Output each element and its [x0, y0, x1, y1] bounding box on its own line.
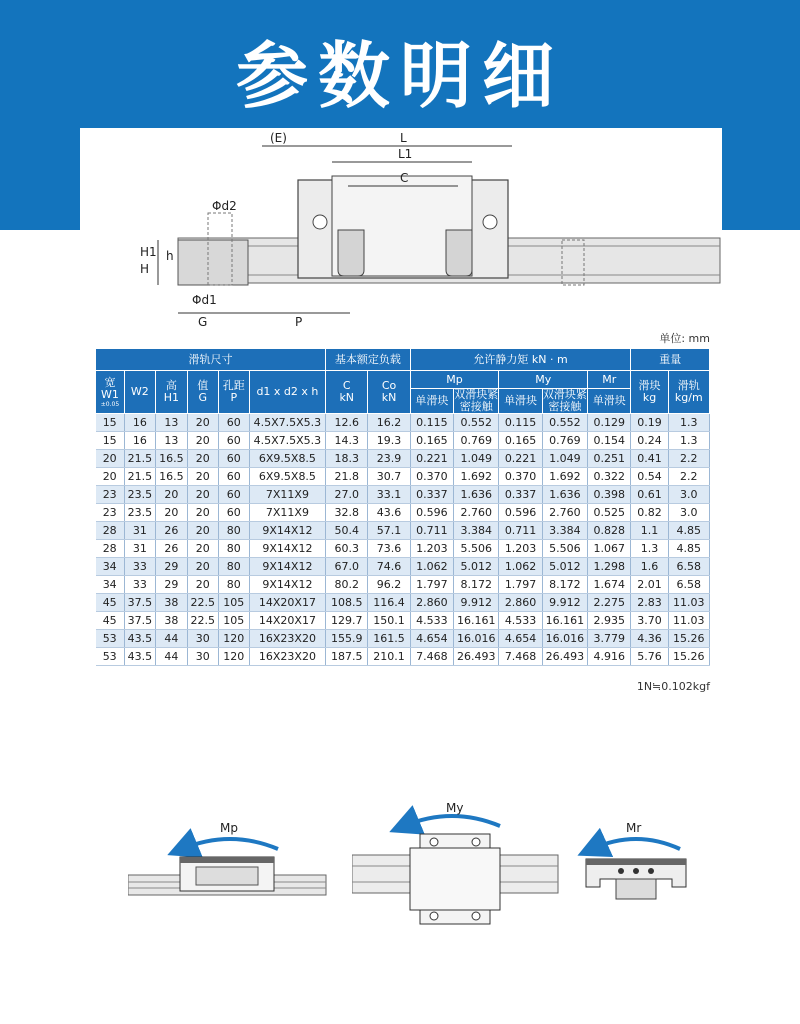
cell-block-weight: 0.82: [631, 504, 668, 522]
cell-co: 30.7: [368, 468, 410, 486]
cell-w2: 37.5: [124, 594, 155, 612]
cell-rail-weight: 4.85: [668, 540, 709, 558]
cell-p: 80: [218, 522, 249, 540]
cell-block-weight: 1.1: [631, 522, 668, 540]
cell-d1d2h: 14X20X17: [249, 612, 325, 630]
dim-l1-label: L1: [398, 147, 413, 161]
dim-g-label: G: [198, 315, 208, 329]
col-co-top: Co: [381, 379, 397, 392]
col-h1-bot: H1: [163, 391, 179, 404]
cell-mp-single: 0.165: [410, 432, 453, 450]
col-block-top: 滑块: [638, 379, 661, 392]
cell-c: 80.2: [326, 576, 368, 594]
dim-h-label: h: [166, 249, 174, 263]
col-w2-header: W2: [124, 371, 155, 414]
col-my-header: My: [499, 371, 588, 389]
page-title: 参数明细: [235, 34, 564, 118]
cell-rail-weight: 6.58: [668, 576, 709, 594]
cell-width: 15: [96, 432, 125, 450]
col-block-bot: kg: [642, 391, 657, 404]
dim-e-label: (E): [270, 131, 287, 145]
cell-mp-double: 8.172: [454, 576, 499, 594]
cell-h1: 44: [155, 648, 187, 666]
cell-co: 16.2: [368, 414, 410, 432]
unit-note: 单位: mm: [659, 332, 710, 345]
cell-g: 22.5: [187, 594, 218, 612]
col-d-header: d1 x d2 x h: [249, 371, 325, 414]
col-width-main: W1: [101, 387, 119, 401]
col-p-bot: P: [230, 391, 238, 404]
cell-w2: 33: [124, 558, 155, 576]
my-double-header: 双滑块紧密接触: [542, 388, 587, 413]
cell-g: 30: [187, 630, 218, 648]
spec-table-body: [96, 414, 710, 666]
mr-diagram: [576, 815, 706, 905]
cell-width: 34: [96, 558, 125, 576]
mr-rail: [616, 879, 656, 899]
mr-arrow: [592, 839, 680, 849]
cell-co: 43.6: [368, 504, 410, 522]
cell-width: 23: [96, 504, 125, 522]
cell-c: 50.4: [326, 522, 368, 540]
cell-h1: 16.5: [155, 450, 187, 468]
cell-d1d2h: 7X11X9: [249, 486, 325, 504]
cell-co: 150.1: [368, 612, 410, 630]
col-h1-top: 高: [165, 379, 177, 392]
cell-block-weight: 0.24: [631, 432, 668, 450]
conversion-note: 1N≒0.102kgf: [636, 680, 710, 693]
col-c-top: C: [342, 379, 351, 392]
dim-l-label: L: [400, 131, 407, 145]
cell-my-double: 1.636: [542, 486, 587, 504]
cell-w2: 31: [124, 540, 155, 558]
cell-width: 20: [96, 468, 125, 486]
cell-mp-double: 16.016: [454, 630, 499, 648]
cell-my-double: 26.493: [542, 648, 587, 666]
cell-co: 96.2: [368, 576, 410, 594]
cell-my-double: 1.692: [542, 468, 587, 486]
cell-rail-weight: 1.3: [668, 414, 709, 432]
cell-co: 116.4: [368, 594, 410, 612]
rail-block-drawing: [80, 128, 722, 338]
cell-my-single: 4.654: [499, 630, 542, 648]
cell-my-double: 8.172: [542, 576, 587, 594]
cell-h1: 20: [155, 486, 187, 504]
cell-d1d2h: 9X14X12: [249, 576, 325, 594]
cell-mp-single: 4.654: [410, 630, 453, 648]
cell-mp-double: 0.552: [454, 414, 499, 432]
table-row: [96, 558, 710, 576]
cell-h1: 16.5: [155, 468, 187, 486]
cell-g: 20: [187, 576, 218, 594]
group-moment: 允许静力矩 kN · m: [410, 349, 631, 371]
cell-rail-weight: 15.26: [668, 648, 709, 666]
cell-g: 30: [187, 648, 218, 666]
cell-w2: 33: [124, 576, 155, 594]
dim-h1-label: H1: [140, 245, 157, 259]
cell-rail-weight: 1.3: [668, 432, 709, 450]
cell-rail-weight: 15.26: [668, 630, 709, 648]
cell-my-double: 0.769: [542, 432, 587, 450]
cell-mp-double: 2.760: [454, 504, 499, 522]
cell-g: 20: [187, 522, 218, 540]
table-row: [96, 504, 710, 522]
cell-g: 20: [187, 540, 218, 558]
cell-width: 53: [96, 630, 125, 648]
mp-single-header: 单滑块: [410, 389, 453, 414]
cell-p: 80: [218, 576, 249, 594]
cell-rail-weight: 2.2: [668, 450, 709, 468]
cell-mp-single: 4.533: [410, 612, 453, 630]
cell-mp-single: 1.203: [410, 540, 453, 558]
cell-g: 22.5: [187, 612, 218, 630]
cell-rail-weight: 4.85: [668, 522, 709, 540]
col-width-top: 宽: [104, 375, 116, 389]
cell-c: 60.3: [326, 540, 368, 558]
cell-co: 74.6: [368, 558, 410, 576]
cell-co: 161.5: [368, 630, 410, 648]
cell-my-single: 7.468: [499, 648, 542, 666]
cell-rail-weight: 3.0: [668, 504, 709, 522]
cell-p: 120: [218, 648, 249, 666]
cell-d1d2h: 9X14X12: [249, 558, 325, 576]
cell-p: 60: [218, 450, 249, 468]
cell-w2: 43.5: [124, 630, 155, 648]
cell-d1d2h: 6X9.5X8.5: [249, 450, 325, 468]
cell-block-weight: 0.54: [631, 468, 668, 486]
cell-d1d2h: 16X23X20: [249, 648, 325, 666]
cell-my-double: 3.384: [542, 522, 587, 540]
cell-rail-weight: 6.58: [668, 558, 709, 576]
cell-co: 73.6: [368, 540, 410, 558]
cell-mr-single: 4.916: [588, 648, 631, 666]
cell-w2: 37.5: [124, 612, 155, 630]
cell-w2: 23.5: [124, 504, 155, 522]
cell-h1: 13: [155, 432, 187, 450]
col-c-bot: kN: [339, 391, 355, 404]
cell-co: 57.1: [368, 522, 410, 540]
cell-mr-single: 0.525: [588, 504, 631, 522]
cell-rail-weight: 3.0: [668, 486, 709, 504]
cell-mr-single: 0.828: [588, 522, 631, 540]
cell-h1: 29: [155, 576, 187, 594]
cell-p: 60: [218, 414, 249, 432]
cell-width: 53: [96, 648, 125, 666]
cell-d1d2h: 4.5X7.5X5.3: [249, 432, 325, 450]
col-co-bot: kN: [381, 391, 397, 404]
cell-my-double: 1.049: [542, 450, 587, 468]
cell-d1d2h: 7X11X9: [249, 504, 325, 522]
col-mp-header: Mp: [410, 371, 499, 389]
cell-mp-single: 0.596: [410, 504, 453, 522]
cell-mp-single: 7.468: [410, 648, 453, 666]
table-row: [96, 576, 710, 594]
col-rail-top: 滑轨: [677, 379, 700, 392]
cell-rail-weight: 2.2: [668, 468, 709, 486]
cell-mr-single: 0.322: [588, 468, 631, 486]
cell-block-weight: 2.01: [631, 576, 668, 594]
cell-width: 45: [96, 594, 125, 612]
cell-my-single: 4.533: [499, 612, 542, 630]
cell-c: 155.9: [326, 630, 368, 648]
cell-mr-single: 0.398: [588, 486, 631, 504]
mr-single-header: 单滑块: [588, 389, 631, 414]
cell-my-double: 5.012: [542, 558, 587, 576]
cell-mr-single: 2.935: [588, 612, 631, 630]
table-row: [96, 540, 710, 558]
cell-c: 18.3: [326, 450, 368, 468]
cell-h1: 20: [155, 504, 187, 522]
cell-mp-double: 1.049: [454, 450, 499, 468]
cell-h1: 26: [155, 522, 187, 540]
table-row: [96, 522, 710, 540]
col-mr-header: Mr: [588, 371, 631, 389]
cell-rail-weight: 11.03: [668, 594, 709, 612]
cell-block-weight: 0.19: [631, 414, 668, 432]
cell-g: 20: [187, 558, 218, 576]
cell-p: 60: [218, 432, 249, 450]
cell-c: 187.5: [326, 648, 368, 666]
my-single-header: 单滑块: [499, 389, 542, 414]
cell-my-single: 1.062: [499, 558, 542, 576]
cell-my-single: 1.797: [499, 576, 542, 594]
dim-c-label: C: [400, 171, 409, 185]
cell-d1d2h: 9X14X12: [249, 522, 325, 540]
cell-mp-double: 1.636: [454, 486, 499, 504]
col-c-header: [326, 371, 368, 414]
cell-c: 32.8: [326, 504, 368, 522]
cell-p: 60: [218, 468, 249, 486]
cell-my-single: 0.221: [499, 450, 542, 468]
cell-width: 20: [96, 450, 125, 468]
cell-d1d2h: 16X23X20: [249, 630, 325, 648]
cell-my-double: 16.016: [542, 630, 587, 648]
mp-diagram: [128, 815, 328, 905]
cell-g: 20: [187, 432, 218, 450]
cell-g: 20: [187, 486, 218, 504]
cell-mp-double: 5.012: [454, 558, 499, 576]
cell-block-weight: 0.61: [631, 486, 668, 504]
cell-my-single: 1.203: [499, 540, 542, 558]
table-row: [96, 414, 710, 432]
cell-mp-double: 0.769: [454, 432, 499, 450]
cell-h1: 26: [155, 540, 187, 558]
group-weight: 重量: [631, 349, 710, 371]
cell-co: 210.1: [368, 648, 410, 666]
table-row: [96, 468, 710, 486]
cell-c: 129.7: [326, 612, 368, 630]
cell-my-single: 0.165: [499, 432, 542, 450]
technical-drawing: [80, 128, 722, 338]
mp-double-header: 双滑块紧密接触: [454, 388, 499, 413]
cell-w2: 21.5: [124, 450, 155, 468]
cell-p: 105: [218, 594, 249, 612]
cell-my-single: 2.860: [499, 594, 542, 612]
col-h1-header: [155, 371, 187, 414]
cell-g: 20: [187, 450, 218, 468]
cell-mp-single: 1.797: [410, 576, 453, 594]
cell-my-double: 0.552: [542, 414, 587, 432]
cell-p: 105: [218, 612, 249, 630]
cell-mr-single: 1.674: [588, 576, 631, 594]
cell-g: 20: [187, 468, 218, 486]
cell-width: 23: [96, 486, 125, 504]
cell-mr-single: 1.067: [588, 540, 631, 558]
cell-my-double: 5.506: [542, 540, 587, 558]
cell-p: 60: [218, 486, 249, 504]
cell-mp-single: 0.370: [410, 468, 453, 486]
cell-h1: 38: [155, 612, 187, 630]
dim-hh-label: H: [140, 262, 150, 276]
cell-d1d2h: 9X14X12: [249, 540, 325, 558]
cell-my-double: 2.760: [542, 504, 587, 522]
col-width-tol: ±0.05: [100, 400, 120, 408]
cell-mp-double: 16.161: [454, 612, 499, 630]
cell-c: 27.0: [326, 486, 368, 504]
cell-mr-single: 3.779: [588, 630, 631, 648]
mp-label: Mp: [220, 821, 238, 835]
cell-my-single: 0.370: [499, 468, 542, 486]
cell-w2: 16: [124, 414, 155, 432]
cell-my-single: 0.337: [499, 486, 542, 504]
cell-c: 21.8: [326, 468, 368, 486]
cell-mr-single: 2.275: [588, 594, 631, 612]
cell-block-weight: 1.3: [631, 540, 668, 558]
cell-c: 12.6: [326, 414, 368, 432]
cell-p: 80: [218, 558, 249, 576]
col-block-weight-header: [631, 371, 668, 414]
col-p-top: 孔距: [222, 379, 245, 392]
cell-p: 60: [218, 504, 249, 522]
cell-d1d2h: 4.5X7.5X5.3: [249, 414, 325, 432]
cell-mp-double: 9.912: [454, 594, 499, 612]
cell-mr-single: 1.298: [588, 558, 631, 576]
my-diagram: [352, 800, 560, 930]
cell-width: 34: [96, 576, 125, 594]
col-p-header: [218, 371, 249, 414]
rail-end: [178, 240, 248, 285]
cell-width: 28: [96, 522, 125, 540]
cell-my-double: 16.161: [542, 612, 587, 630]
cell-mp-double: 5.506: [454, 540, 499, 558]
cell-width: 15: [96, 414, 125, 432]
cell-w2: 21.5: [124, 468, 155, 486]
table-row: [96, 450, 710, 468]
cell-mp-single: 0.221: [410, 450, 453, 468]
cell-my-single: 0.711: [499, 522, 542, 540]
cell-w2: 23.5: [124, 486, 155, 504]
cell-d1d2h: 6X9.5X8.5: [249, 468, 325, 486]
col-co-header: [368, 371, 410, 414]
cell-mp-single: 1.062: [410, 558, 453, 576]
cell-mr-single: 0.251: [588, 450, 631, 468]
dim-d1-label: Φd1: [192, 293, 217, 307]
cell-width: 45: [96, 612, 125, 630]
dim-d2-label: Φd2: [212, 199, 237, 213]
cell-p: 80: [218, 540, 249, 558]
group-load: 基本额定负载: [326, 349, 411, 371]
my-arrow: [404, 816, 500, 826]
spec-table: [95, 348, 710, 666]
col-rail-bot: kg/m: [674, 391, 703, 404]
cell-h1: 44: [155, 630, 187, 648]
cell-w2: 16: [124, 432, 155, 450]
cell-d1d2h: 14X20X17: [249, 594, 325, 612]
cell-block-weight: 5.76: [631, 648, 668, 666]
cell-c: 108.5: [326, 594, 368, 612]
cell-my-single: 0.596: [499, 504, 542, 522]
cell-block-weight: 4.36: [631, 630, 668, 648]
cell-w2: 31: [124, 522, 155, 540]
cell-c: 14.3: [326, 432, 368, 450]
cell-c: 67.0: [326, 558, 368, 576]
table-row: [96, 612, 710, 630]
cell-block-weight: 3.70: [631, 612, 668, 630]
table-row: [96, 648, 710, 666]
table-row: [96, 594, 710, 612]
cell-h1: 38: [155, 594, 187, 612]
cell-mp-double: 1.692: [454, 468, 499, 486]
table-row: [96, 486, 710, 504]
cell-my-double: 9.912: [542, 594, 587, 612]
cell-mp-single: 0.711: [410, 522, 453, 540]
cell-w2: 43.5: [124, 648, 155, 666]
table-row: [96, 432, 710, 450]
col-g-top: 值: [197, 379, 209, 392]
cell-p: 120: [218, 630, 249, 648]
cell-co: 19.3: [368, 432, 410, 450]
table-row: [96, 630, 710, 648]
cell-my-single: 0.115: [499, 414, 542, 432]
mr-label: Mr: [626, 821, 642, 835]
cell-rail-weight: 11.03: [668, 612, 709, 630]
cell-mr-single: 0.154: [588, 432, 631, 450]
cell-mp-single: 2.860: [410, 594, 453, 612]
col-rail-weight-header: [668, 371, 709, 414]
cell-block-weight: 0.41: [631, 450, 668, 468]
cell-g: 20: [187, 504, 218, 522]
cell-mr-single: 0.129: [588, 414, 631, 432]
dim-p-label: P: [295, 315, 303, 329]
cell-co: 33.1: [368, 486, 410, 504]
group-rail-size: 滑轨尺寸: [96, 349, 326, 371]
cell-mp-double: 3.384: [454, 522, 499, 540]
cell-h1: 29: [155, 558, 187, 576]
my-label: My: [446, 801, 464, 815]
cell-g: 20: [187, 414, 218, 432]
cell-mp-single: 0.337: [410, 486, 453, 504]
mp-arrow: [182, 839, 278, 849]
col-g-bot: G: [198, 391, 208, 404]
cell-block-weight: 1.6: [631, 558, 668, 576]
cell-width: 28: [96, 540, 125, 558]
cell-block-weight: 2.83: [631, 594, 668, 612]
cell-mp-single: 0.115: [410, 414, 453, 432]
col-width-header: [96, 371, 125, 414]
cell-h1: 13: [155, 414, 187, 432]
col-g-header: [187, 371, 218, 414]
cell-mp-double: 26.493: [454, 648, 499, 666]
cell-co: 23.9: [368, 450, 410, 468]
